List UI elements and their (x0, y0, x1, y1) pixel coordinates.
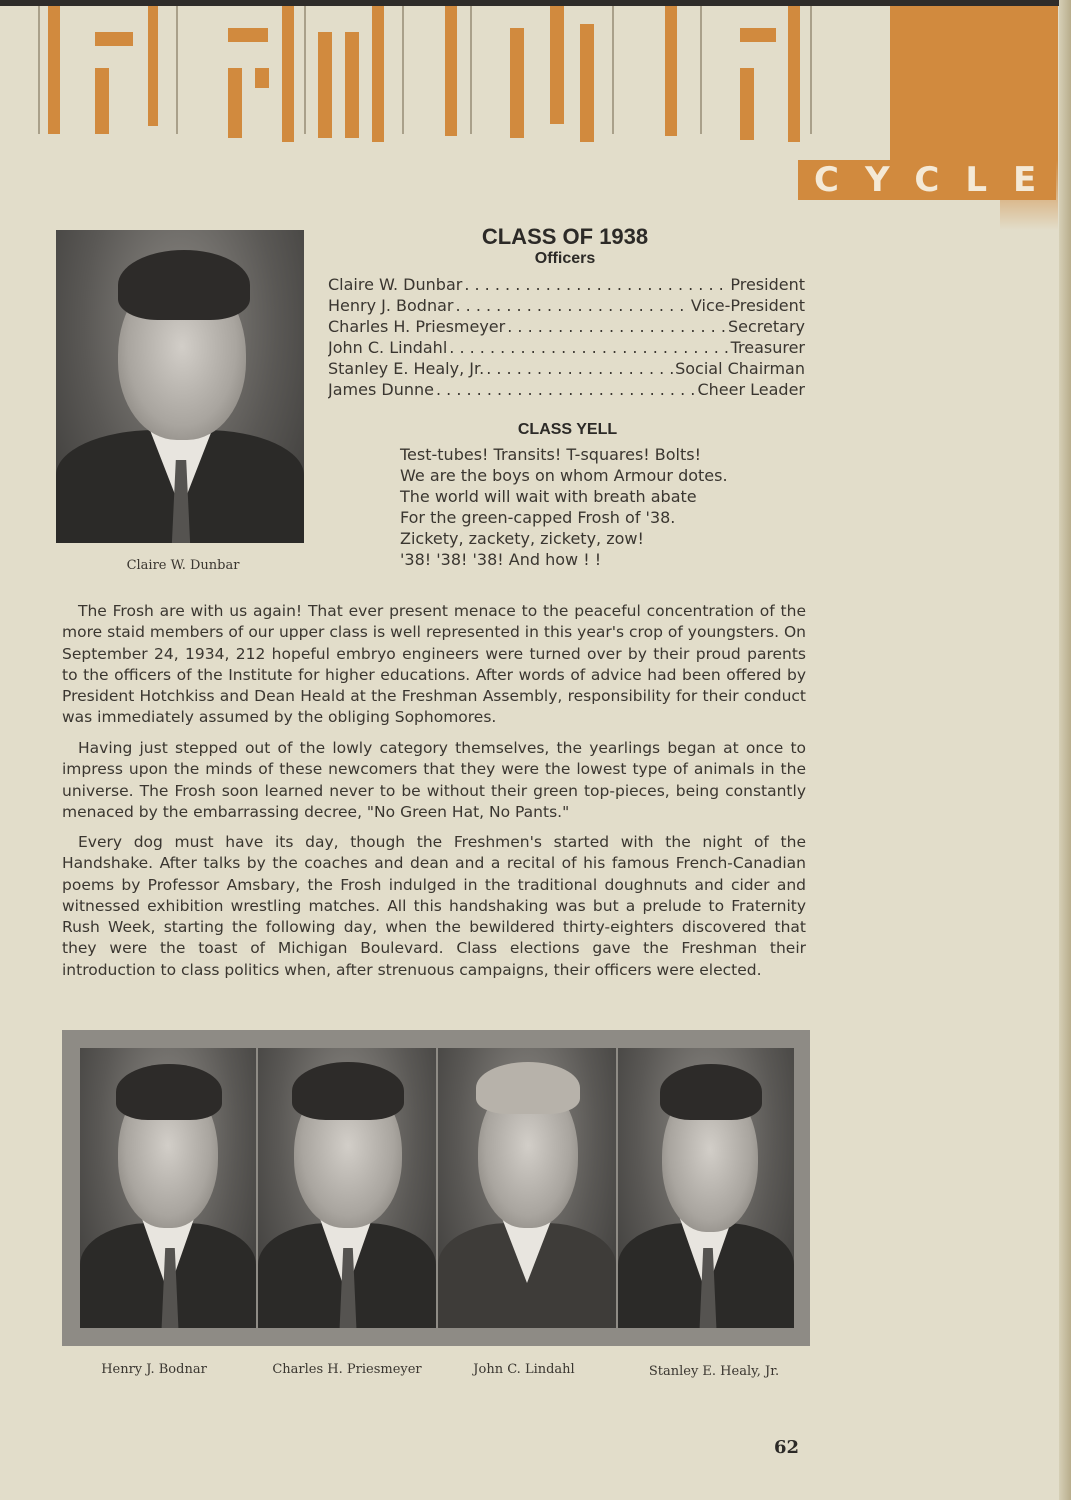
officer-row (328, 316, 805, 337)
officer-row (328, 295, 805, 316)
body-paragraph: The Frosh are with us again! That ever present menace to the peaceful concentration of the more staid members of our upper class is well represented in this year's crop of youngsters. On September 24, 1934, 212 hopeful embryo engineers were turned over by their proud parents to the officers of the Institute for higher educations. After words of advice had been offered by President Hotchkiss and Dean Heald at the Freshman Assembly, responsibility for their conduct was immediately assumed by the obliging Sophomores. (62, 602, 806, 727)
class-title: CLASS OF 1938 (481, 224, 649, 249)
officer-name: Charles H. Priesmeyer (328, 317, 506, 336)
officer-role: Social Chairman (675, 359, 805, 378)
leader-dots (462, 274, 730, 295)
photo-caption-lindahl: John C. Lindahl (473, 1362, 575, 1377)
leader-dots (505, 316, 728, 337)
officer-name: James Dunne (328, 380, 434, 399)
yell-line: '38! '38! '38! And how ! ! (400, 550, 602, 569)
yell-line: For the green-capped Frosh of '38. (400, 508, 676, 527)
photo-caption-priesmeyer: Charles H. Priesmeyer (272, 1362, 422, 1377)
portrait-henry-bodnar (80, 1048, 256, 1328)
leader-dots (484, 358, 675, 379)
yell-line: Zickety, zackety, zickety, zow! (400, 529, 644, 548)
officer-row (328, 358, 805, 379)
portrait-claire-dunbar (56, 230, 304, 543)
officer-role: Cheer Leader (697, 380, 805, 399)
officer-name: John C. Lindahl (328, 338, 448, 357)
portrait-stanley-healy (618, 1048, 794, 1328)
officer-role: Vice-President (690, 296, 805, 315)
decorative-block (890, 6, 1058, 164)
officer-row (328, 274, 805, 295)
yell-line: The world will wait with breath abate (400, 487, 697, 506)
leader-dots (453, 295, 690, 316)
officer-name: Henry J. Bodnar (328, 296, 454, 315)
officer-name: Claire W. Dunbar (328, 275, 463, 294)
page-spine (1059, 0, 1071, 1500)
class-yell (400, 444, 800, 570)
officer-name: Stanley E. Healy, Jr. (328, 359, 485, 378)
body-paragraph: Every dog must have its day, though the Freshmen's started with the night of the Handshake. After talks by the coaches and dean and a recital of his famous French-Canadian poems by Professor Amsbary, the Frosh indulged in the traditional doughnuts and cider and witnessed exhibition wrestling matches. All this handshaking was but a prelude to Fraternity Rush Week, starting the following day, when the bewildered thirty-eighters discovered that they were the toast of Michigan Boulevard. Class elections gave the Freshman their introduction to class politics when, after strenuous campaigns, their officers were elected. (62, 833, 806, 979)
portrait-john-lindahl (438, 1048, 616, 1328)
officer-role: President (730, 275, 805, 294)
officers-list (328, 274, 805, 400)
portrait-charles-priesmeyer (258, 1048, 436, 1328)
leader-dots (447, 337, 730, 358)
officer-role: Secretary (728, 317, 805, 336)
cycle-banner: CYCLE (798, 160, 1056, 200)
officers-heading: Officers (534, 250, 596, 267)
body-paragraph: Having just stepped out of the lowly category themselves, the yearlings began at once to impress upon the minds of these newcomers that they were the lowest type of animals in the universe. The Frosh soon learned never to be without their green top-pieces, being constantly menaced by the embarrassing decree, "No Green Hat, No Pants." (62, 739, 806, 821)
feature-photo-caption: Claire W. Dunbar (126, 558, 240, 573)
officer-row (328, 379, 805, 400)
yell-line: We are the boys on whom Armour dotes. (400, 466, 728, 485)
photo-caption-bodnar: Henry J. Bodnar (101, 1362, 207, 1377)
yell-line: Test-tubes! Transits! T-squares! Bolts! (400, 445, 702, 464)
officer-row (328, 337, 805, 358)
page-number: 62 (774, 1437, 800, 1458)
photo-caption-healy: Stanley E. Healy, Jr. (648, 1364, 780, 1379)
officer-role: Treasurer (730, 338, 805, 357)
class-yell-heading: CLASS YELL (517, 421, 618, 438)
leader-dots (434, 379, 698, 400)
